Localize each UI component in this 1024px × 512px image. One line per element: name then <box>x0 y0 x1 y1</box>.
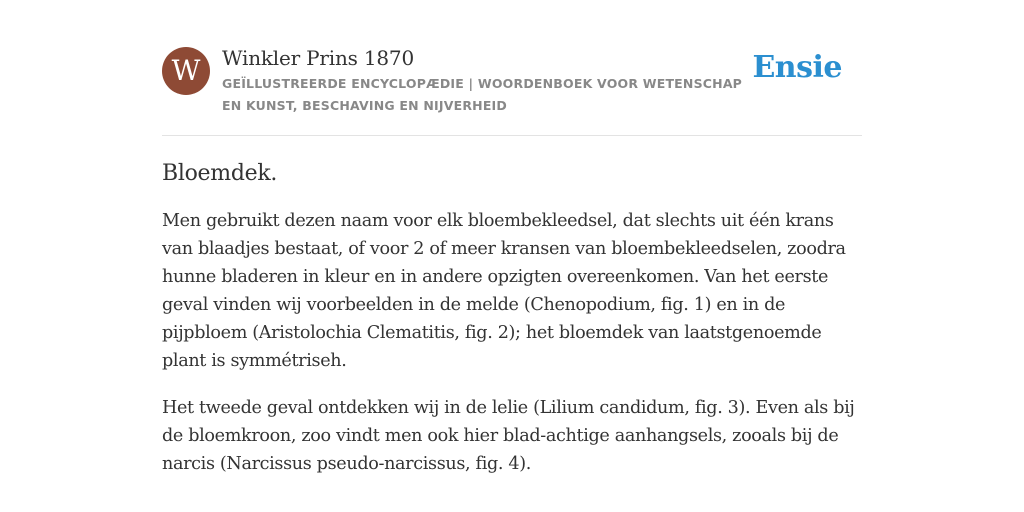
entry-paragraph: Het tweede geval ontdekken wij in de lelie (Lilium candidum, fig. 3). Even als bij de bloemkroon, zoo vindt men ook hier blad-achtige aanhangsels, zooals bij de narcis (Narcissus pseudo-narcissus, fig. 4). <box>162 398 855 474</box>
entry-paragraph: Men gebruikt dezen naam voor elk bloembekleedsel, dat slechts uit één krans van blaadjes bestaat, of voor 2 of meer kransen van bloembekleedselen, zoodra hunne bladeren in kleur en in andere opzigten overeenkomen. Van het eerste geval vinden wij voorbeelden in de melde (Chenopodium, fig. 1) en in de pijpbloem (Aristolochia Clematitis, fig. 2); het bloemdek van laatstgenoemde plant is symmétriseh. <box>162 211 846 371</box>
entry-content <box>162 158 866 497</box>
source-title[interactable]: Winkler Prins 1870 <box>222 46 414 70</box>
source-header <box>162 44 862 136</box>
source-subtitle: GEÏLLUSTREERDE ENCYCLOPÆDIE | WOORDENBOEK VOOR WETENSCHAP EN KUNST, BESCHAVING EN NIJVERHEID <box>222 76 743 113</box>
source-avatar[interactable]: W <box>162 47 210 95</box>
entry-title: Bloemdek. <box>162 161 278 186</box>
ensie-logo[interactable]: Ensie <box>752 50 842 85</box>
